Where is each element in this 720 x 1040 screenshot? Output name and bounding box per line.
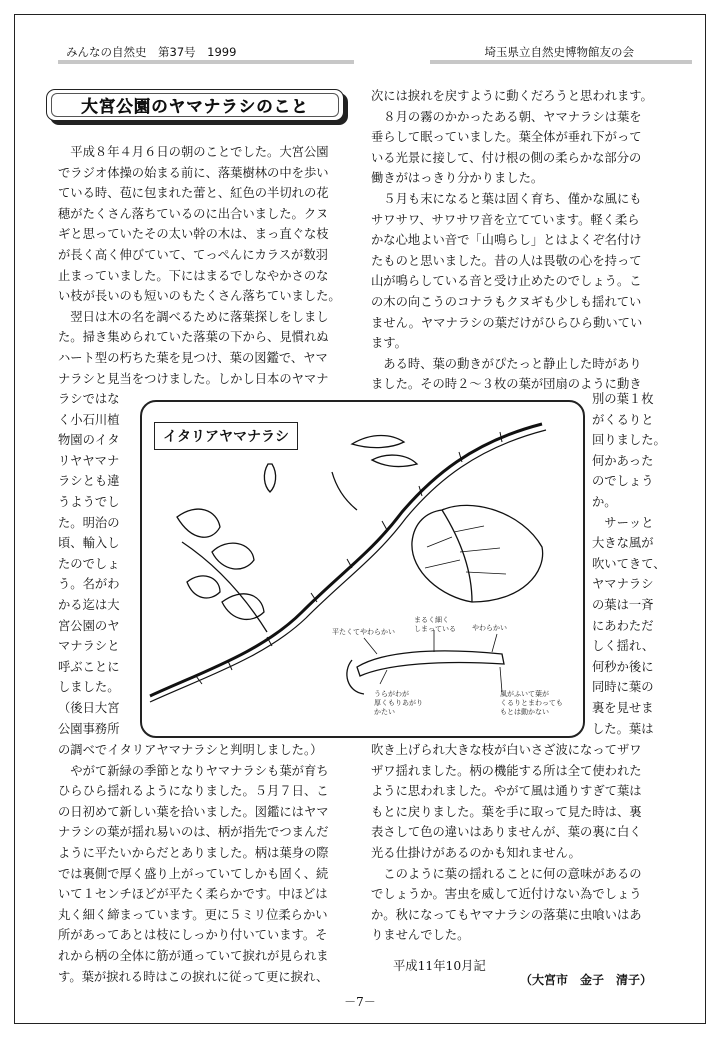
catkin-2	[372, 455, 417, 467]
text-line: 穂がたくさん落ちているのに出合いました。クヌ	[58, 206, 329, 221]
text-line: ５月も末になると葉は固く育ち、僅かな風にも	[371, 192, 642, 206]
text-line: 別の葉１枚	[592, 392, 654, 406]
note-soft: やわらかい	[472, 624, 507, 632]
text-line: た。明治の	[58, 515, 120, 530]
text-line: 頃、輸入し	[58, 536, 120, 551]
text-line: れから柄の全体に筋が通っていて捩れが見られま	[58, 949, 329, 963]
text-line: が長く高く伸びていて、てっぺんにカラスが数羽	[58, 248, 328, 262]
text-line: たものと思いました。昔の人は畏敬の心を持って	[371, 253, 642, 268]
bud-small	[264, 464, 275, 492]
text-line: 働きがはっきり分かりました。	[371, 171, 544, 186]
figure-italian-poplar	[140, 400, 585, 738]
text-line: 所があってあとは枝にしっかり付いています。そ	[58, 928, 328, 943]
text-line: 公園事務所	[58, 721, 120, 736]
text-line: ラシとも違	[58, 474, 120, 489]
text-line: 翌日は木の名を調べるために落葉探しをしまし	[58, 309, 329, 324]
text-line: （後日大宮	[58, 701, 120, 715]
text-line: ザワ揺れました。柄の機能する所は全て使われた	[371, 763, 642, 778]
text-line: 垂らして眠っていました。葉全体が垂れ下がって	[371, 130, 642, 145]
text-line: う。名がわ	[58, 577, 120, 592]
text-line: ハート型の朽ちた葉を見つけ、葉の図鑑で、ヤマ	[58, 351, 328, 365]
header-journal: みんなの自然史 第37号 1999	[66, 45, 237, 59]
article-title-box	[46, 89, 344, 121]
branch-buds	[196, 432, 502, 684]
text-line: ８月の霧のかかったある朝、ヤマナラシは葉を	[371, 109, 642, 124]
note-round-narrow: まるく細く しまっている	[414, 616, 456, 633]
text-line: 大きな風が	[592, 536, 654, 551]
text-line: ように平たいからだとありました。柄は葉身の際	[58, 846, 329, 860]
text-line: しく揺れ、	[592, 639, 655, 654]
text-line: リヤヤマナ	[58, 453, 120, 468]
text-line: ひらひら揺れるようになりました。５月７日、こ	[58, 784, 329, 799]
text-line: いる光景に接して、付け根の側の柔らかな部分の	[371, 150, 642, 165]
text-line: にあわただ	[592, 618, 654, 633]
text-line: でしょうか。害虫を威して近付けない為でしょう	[371, 887, 642, 902]
text-line: 何かあった	[592, 453, 654, 468]
figure-label: イタリアヤマナラシ	[154, 422, 298, 450]
text-line: た。掃き集められていた落葉の下から、見慣れぬ	[58, 330, 329, 345]
text-line: の木の向こうのコナラもクヌギも少しも揺れてい	[371, 295, 642, 309]
text-line: ナラシの葉が揺れ易いのは、柄が指先でつまんだ	[58, 825, 329, 840]
text-line: マナラシと	[58, 639, 120, 654]
poplar-illustration	[142, 402, 583, 736]
text-line: 物園のイタ	[58, 433, 120, 448]
leaf-heart-veins	[425, 526, 506, 574]
text-line: 止まっていました。下にはまるでしなやかさのな	[58, 268, 329, 283]
text-line: かる迄は大	[58, 598, 120, 612]
petiole-detail	[357, 651, 504, 676]
text-line: す。葉が捩れる時はこの捩れに従って更に捩れ、	[58, 969, 329, 984]
text-line: の調べでイタリアヤマナラシと判明しました。）	[58, 743, 323, 757]
note-wind: 風がふいて葉が くるりとまわっても もとは動かない	[500, 690, 563, 716]
text-line: たのでしょ	[58, 556, 120, 571]
text-line: 呼ぶことに	[58, 659, 120, 674]
text-line: ました。その時２～３枚の葉が団扇のように動き	[371, 377, 642, 392]
text-line: ある時、葉の動きがぴたっと静止した時があり	[371, 356, 642, 371]
header-rule-left	[58, 60, 354, 64]
text-line: 同時に葉の	[592, 680, 654, 695]
text-line: した。葉は	[592, 721, 654, 736]
text-line: ません。ヤマナラシの葉だけがひらひら動いてい	[371, 315, 643, 330]
text-line: 回りました。	[592, 433, 666, 448]
text-line: うようでし	[58, 495, 120, 509]
text-line: かな心地よい音で「山鳴らし」とはよくぞ名付け	[371, 233, 642, 248]
leaf-left-1	[177, 509, 220, 537]
text-line: ラシではな	[58, 392, 120, 406]
branch-main	[150, 424, 542, 696]
text-line: やがて新緑の季節となりヤマナラシも葉が育ち	[58, 763, 329, 778]
header-society: 埼玉県立自然史博物館友の会	[484, 45, 634, 59]
text-line: か。	[592, 495, 617, 509]
text-line: 平成８年４月６日の朝のことでした。大宮公園	[58, 145, 329, 159]
text-line: がくるりと	[592, 412, 654, 427]
text-line: では裏側で厚く盛り上がっていてしかも固く、続	[58, 866, 329, 881]
text-line: ように思われました。やがて風は通りすぎて葉は	[371, 784, 642, 799]
text-line: ギと思っていたその太い幹の木は、まっ直ぐな枝	[58, 227, 329, 242]
text-line: 吹き上げられ大きな枝が白いさざ波になってザワ	[371, 743, 642, 757]
leaf-left-2	[212, 543, 254, 569]
text-line: りませんでした。	[371, 928, 470, 943]
note-underside-hard: うらがわが 厚くもりあがり かたい	[374, 690, 423, 716]
text-line: ヤマナラシ	[592, 577, 654, 592]
text-line: 吹いてきて、	[592, 556, 666, 571]
text-line: い枝が長いのも短いのもたくさん落ちていました。	[58, 289, 341, 304]
text-line: このように葉の揺れることに何の意味があるの	[371, 866, 642, 881]
author: （大宮市 金子 清子）	[520, 973, 653, 987]
catkin-3	[332, 472, 357, 510]
text-line: ナラシと見当をつけました。しかし日本のヤマナ	[58, 371, 329, 386]
text-line: 次には捩れを戻すように動くだろうと思われます。	[371, 89, 653, 103]
text-line: く小石川植	[58, 412, 120, 427]
text-line: サワサワ、サワサワ音を立てています。軽く柔ら	[371, 212, 640, 227]
page-number: －7－	[344, 995, 376, 1009]
text-line: でラジオ体操の始まる前に、落葉樹林の中を歩い	[58, 165, 329, 180]
note-flat-soft: 平たくてやわらかい	[332, 628, 395, 636]
text-line: いて１センチほどが平たく柔らかです。中ほどは	[58, 887, 328, 902]
text-line: ている時、苞に包まれた蕾と、紅色の半切れの花	[58, 186, 329, 201]
branch-main-lower	[150, 430, 546, 702]
text-line: の葉は一斉	[592, 598, 654, 612]
leaf-heart-midrib	[442, 510, 472, 602]
text-line: 宮公園のヤ	[58, 618, 120, 633]
text-line: 丸く細く締まっています。更に５ミリ位柔らかい	[58, 907, 328, 922]
text-line: ます。	[371, 336, 407, 351]
article-title: 大宮公園のヤマナラシのこと	[51, 93, 339, 117]
text-line: のでしょう	[592, 474, 654, 489]
date-note: 平成11年10月記	[393, 959, 486, 973]
leaf-left-4	[187, 576, 220, 598]
catkin-1	[352, 436, 404, 448]
leaf-heart	[412, 505, 543, 602]
petiole-pointer-lines	[364, 630, 502, 692]
header-rule-right	[430, 60, 692, 64]
text-line: しました。	[58, 680, 120, 695]
text-line: 何秒か後に	[592, 659, 654, 674]
text-line: 山が鳴らしている音と受け止めたのでしょう。こ	[371, 274, 642, 289]
text-line: サーッと	[592, 515, 654, 530]
text-line: 表さして色の違いはありませんが、葉の裏に白く	[371, 825, 642, 840]
text-line: 裏を見せま	[592, 701, 654, 715]
text-line: の日初めて新しい葉を拾いました。図鑑にはヤマ	[58, 804, 329, 819]
text-line: か。秋になってもヤマナラシの落葉に虫喰いはあ	[371, 907, 642, 922]
text-line: もとに戻りました。葉を手に取って見た時は、裏	[371, 804, 642, 819]
text-line: 光る仕掛けがあるのかも知れません。	[371, 846, 581, 860]
